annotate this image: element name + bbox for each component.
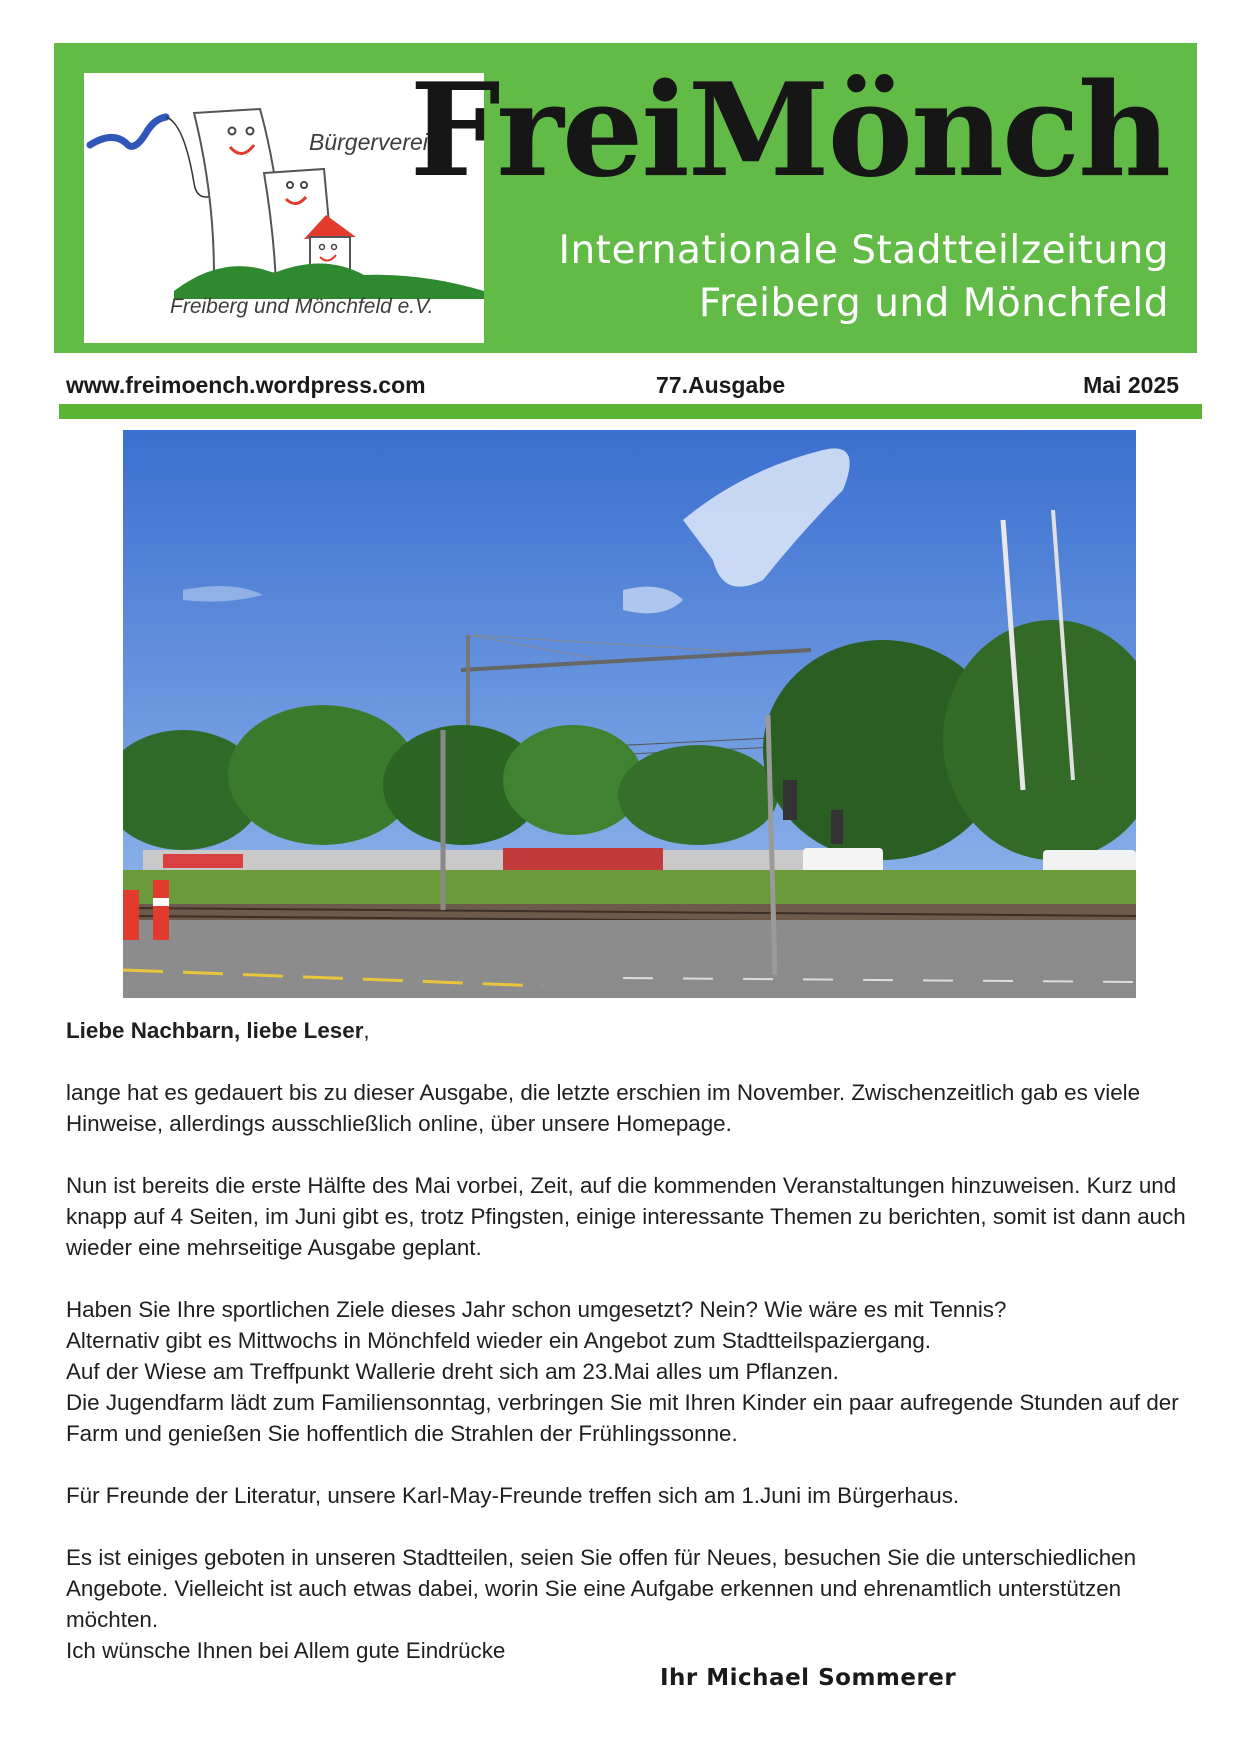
issue-date: Mai 2025 (1083, 372, 1179, 398)
paragraph-4: Für Freunde der Literatur, unsere Karl-May-Freunde treffen sich am 1.Juni im Bürgerhaus. (66, 1483, 960, 1508)
paragraph-3-line: Auf der Wiese am Treffpunkt Wallerie dreht sich am 23.Mai alles um Pflanzen. (66, 1359, 839, 1384)
website-link[interactable]: www.freimoench.wordpress.com (66, 372, 426, 398)
paragraph-5: Es ist einiges geboten in unseren Stadtteilen, seien Sie offen für Neues, besuchen Sie die unterschiedlichen Angebote. Vielleicht ist auch etwas dabei, worin Sie eine Aufgabe erkennen und ehrenamtlich unterstützen möchten. (66, 1545, 1137, 1632)
green-divider (59, 404, 1202, 419)
logo-org-line2: Freiberg und Mönchfeld e.V. (170, 295, 434, 318)
greeting-tail: , (363, 1018, 370, 1043)
subtitle-line2: Freiberg und Mönchfeld (698, 281, 1169, 326)
issue-number: 77.Ausgabe (656, 372, 786, 398)
cover-photo (123, 430, 1136, 998)
newspaper-title: FreiMönch (409, 56, 1169, 206)
paragraph-1: lange hat es gedauert bis zu dieser Ausgabe, die letzte erschien im November. Zwischenzeitlich gab es viele Hinweise, allerdings ausschließlich online, über unsere Homepage. (66, 1080, 1141, 1136)
signature: Ihr Michael Sommerer (660, 1665, 957, 1691)
paragraph-6: Ich wünsche Ihnen bei Allem gute Eindrücke (66, 1638, 506, 1663)
masthead-banner (54, 43, 1197, 353)
greeting-bold: Liebe Nachbarn, liebe Leser (66, 1018, 364, 1043)
letter-greeting (66, 1015, 1186, 1046)
paragraph-3 (66, 1294, 1186, 1449)
issue-info-bar (66, 368, 1179, 400)
logo-org-line1: Bürgerverein (309, 129, 441, 155)
subtitle-line1: Internationale Stadtteilzeitung (558, 228, 1169, 273)
paragraph-3-line: Die Jugendfarm lädt zum Familiensonntag, verbringen Sie mit Ihren Kinder ein paar aufregende Stunden auf der Farm und genießen Sie hoffentlich die Strahlen der Frühlingssonne. (66, 1390, 1179, 1446)
paragraph-2: Nun ist bereits die erste Hälfte des Mai vorbei, Zeit, auf die kommenden Veranstaltungen hinzuweisen. Kurz und knapp auf 4 Seiten, im Juni gibt es, trotz Pfingsten, einige interessante Themen zu berichten, somit ist dann auch wieder eine mehrseitige Ausgabe geplant. (66, 1173, 1186, 1260)
editorial-letter (66, 1015, 1186, 1697)
paragraph-3-line: Alternativ gibt es Mittwochs in Mönchfeld wieder ein Angebot zum Stadtteilspaziergang. (66, 1328, 931, 1353)
street-scene-image (123, 430, 1136, 998)
paragraph-3-line: Haben Sie Ihre sportlichen Ziele dieses Jahr schon umgesetzt? Nein? Wie wäre es mit Tennis? (66, 1297, 1007, 1322)
